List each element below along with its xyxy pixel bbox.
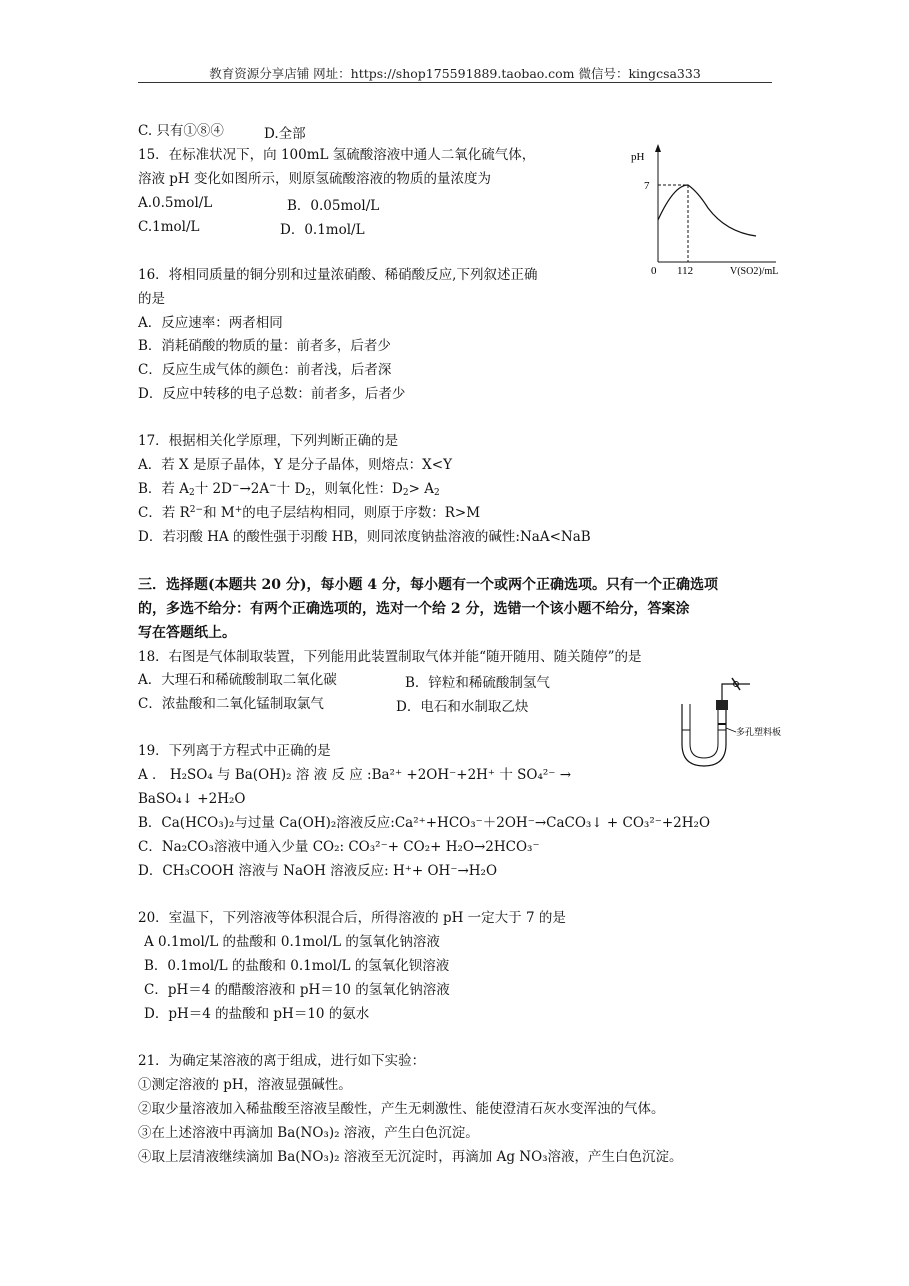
q19-option-d: D．CH₃COOH 溶液与 NaOH 溶液反应: H⁺+ OH⁻→H₂O <box>138 863 498 879</box>
q18-gas-apparatus <box>668 672 828 772</box>
y-tick-7: 7 <box>644 180 650 192</box>
q20-option-c: C．pH＝4 的醋酸溶液和 pH＝10 的氢氧化钠溶液 <box>144 982 450 998</box>
q16-stem-line1: 16．将相同质量的铜分别和过量浓硝酸、稀硝酸反应,下列叙述正确 <box>138 267 538 283</box>
section3-heading-line2: 的，多选不给分：有两个正确选项的，选对一个给 2 分，选错一个该小题不给分，答案涂 <box>138 601 690 617</box>
u-tube-inner <box>690 704 718 758</box>
q18-option-a: A．大理石和稀硫酸制取二氧化碳 <box>138 672 337 688</box>
q19-stem: 19．下列离于方程式中正确的是 <box>138 743 331 759</box>
q18-option-d: D．电石和水制取乙炔 <box>396 699 529 715</box>
q19-option-a-line2: BaSO₄↓ +2H₂O <box>138 791 246 807</box>
origin-label: 0 <box>651 265 657 277</box>
q16-option-a: A．反应速率：两者相同 <box>138 315 283 331</box>
q18-option-c: C．浓盐酸和二氧化锰制取氯气 <box>138 696 324 712</box>
u-tube-outer <box>682 704 726 766</box>
q14-option-d: D.全部 <box>264 126 306 142</box>
q20-option-b: B．0.1mol/L 的盐酸和 0.1mol/L 的氢氧化钡溶液 <box>144 958 450 974</box>
q21-step-1: ①测定溶液的 pH，溶液显强碱性。 <box>138 1077 352 1093</box>
q17-option-b: B．若 $A_2$十 2D−→2A−十 $D_2$，则氧化性：$D_2> A_2$ <box>138 481 440 498</box>
q15-stem-line2: 溶液 pH 变化如图所示，则原氢硫酸溶液的物质的量浓度为 <box>138 171 491 187</box>
q21-step-2: ②取少量溶液加入稀盐酸至溶液呈酸性，产生无刺激性、能使澄清石灰水变浑浊的气体。 <box>138 1101 665 1117</box>
q19-option-c: C．Na₂CO₃溶液中通入少量 CO₂: CO₃²⁻+ CO₂+ H₂O→2HCO₃⁻ <box>138 839 540 855</box>
q15-ph-graph <box>626 140 796 280</box>
header-rule <box>138 82 772 83</box>
stopper <box>716 700 728 710</box>
q16-option-b: B．消耗硝酸的物质的量：前者多，后者少 <box>138 338 391 354</box>
porous-plate-label: 多孔塑料板 <box>736 727 782 737</box>
q20-option-a: A 0.1mol/L 的盐酸和 0.1mol/L 的氢氧化钠溶液 <box>144 934 440 950</box>
q16-option-d: D．反应中转移的电子总数：前者多，后者少 <box>138 386 406 402</box>
q21-stem: 21．为确定某溶液的离于组成，进行如下实验： <box>138 1053 426 1069</box>
q20-option-d: D．pH＝4 的盐酸和 pH＝10 的氨水 <box>144 1006 370 1022</box>
q18-stem: 18．右图是气体制取装置，下列能用此装置制取气体并能“随开随用、随关随停”的是 <box>138 649 642 665</box>
y-axis-label: pH <box>631 151 645 163</box>
q18-option-b: B．锌粒和稀硫酸制氢气 <box>405 675 550 691</box>
q17-option-d: D．若羽酸 HA 的酸性强于羽酸 HB，则同浓度钠盐溶液的碱性:NaA<NaB <box>138 529 591 545</box>
q20-stem: 20．室温下，下列溶液等体积混合后，所得溶液的 pH 一定大于 7 的是 <box>138 910 566 926</box>
q19-option-b: B．Ca(HCO₃)₂与过量 Ca(OH)₂溶液反应:Ca²⁺+HCO₃⁻＋2OH⁻→CaCO₃↓ + CO₃²⁻+2H₂O <box>138 815 711 831</box>
q17-option-c: C．若 $R^{2-}$和 M+的电子层结构相同，则原于序数：R>M <box>138 505 481 521</box>
q16-option-c: C．反应生成气体的颜色：前者浅，后者深 <box>138 362 392 378</box>
q16-stem-line2: 的是 <box>138 291 165 307</box>
q14-option-c: C. 只有①⑧④ <box>138 123 224 139</box>
q19-option-a-line1: A ． H₂SO₄ 与 Ba(OH)₂ 溶 液 反 应 :Ba²⁺ +2OH⁻+2H⁺ 十 SO₄²⁻ → <box>138 767 572 783</box>
q15-option-c: C.1mol/L <box>138 219 200 235</box>
q15-option-d: D．0.1mol/L <box>280 222 365 238</box>
q15-stem-line1: 15．在标准状况下，向 100mL 氢硫酸溶液中通人二氧化硫气体， <box>138 147 536 163</box>
q21-step-3: ③在上述溶液中再滴加 Ba(NO₃)₂ 溶液，产生白色沉淀。 <box>138 1125 479 1141</box>
ph-curve <box>658 185 756 236</box>
q15-option-a: A.0.5mol/L <box>138 195 213 211</box>
y-axis-arrow <box>655 144 661 152</box>
page-header: 教育资源分享店铺 网址：https://shop175591889.taobao.com 微信号：kingcsa333 <box>209 66 701 81</box>
q17-stem: 17．根据相关化学原理，下列判断正确的是 <box>138 433 399 449</box>
q17-option-a: A．若 X 是原子晶体，Y 是分子晶体，则熔点：X<Y <box>138 457 452 473</box>
x-tick-112: 112 <box>677 265 694 277</box>
q21-step-4: ④取上层清液继续滴加 Ba(NO₃)₂ 溶液至无沉淀时，再滴加 Ag NO₃溶液，产生白色沉淀。 <box>138 1149 683 1165</box>
section3-heading-line1: 三．选择题(本题共 20 分)，每小题 4 分，每小题有一个或两个正确选项。只有一个正确选项 <box>138 577 718 593</box>
x-axis-label: V(SO2)/mL <box>730 266 779 277</box>
q15-option-b: B．0.05mol/L <box>287 198 380 214</box>
label-leader <box>726 728 736 732</box>
section3-heading-line3: 写在答题纸上。 <box>138 625 236 641</box>
